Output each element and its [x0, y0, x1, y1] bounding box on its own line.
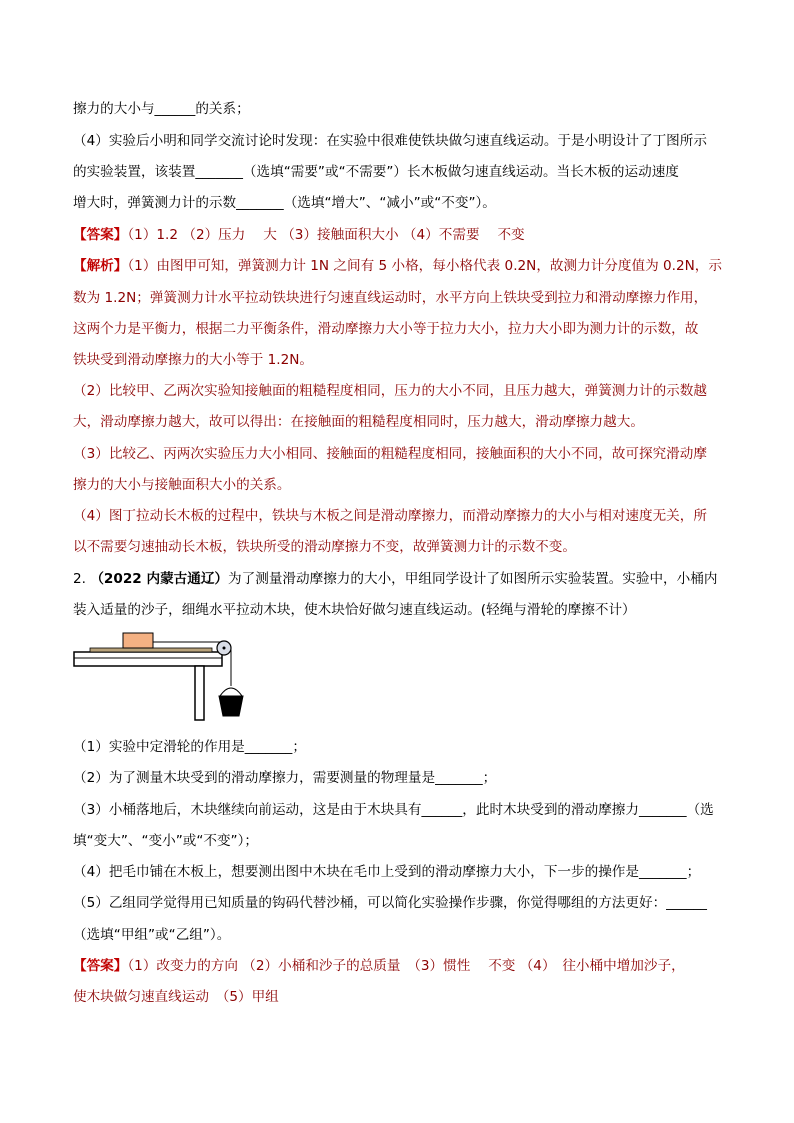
q1-cont-line-2: （4）实验后小明和同学交流讨论时发现：在实验中很难使铁块做匀速直线运动。于是小明设计了丁图所示	[73, 133, 707, 149]
q1-answer	[73, 226, 525, 244]
bucket-handle	[220, 688, 242, 696]
wooden-board	[90, 648, 212, 652]
q2-sub-5a: （5）乙组同学觉得用已知质量的钩码代替沙桶，可以简化实验操作步骤，你觉得哪组的方法更好：______	[73, 895, 707, 911]
q1-cont-line-1: 擦力的大小与______的关系；	[73, 101, 250, 117]
q2-sub-3b: 填“变大”、“变小”或“不变”）；	[73, 833, 258, 849]
q2-answer-text: （1）改变力的方向 （2）小桶和沙子的总质量 （3）惯性 不变 （4） 往小桶中增加沙子，	[127, 958, 685, 974]
wooden-block	[123, 633, 153, 648]
q1-analysis-line-8: 擦力的大小与接触面积大小的关系。	[73, 477, 291, 493]
table-leg	[195, 666, 204, 720]
q2-sub-3a: （3）小桶落地后，木块继续向前运动，这是由于木块具有______，此时木块受到的滑动摩擦力_______（选	[73, 802, 714, 818]
q1-cont-line-4: 增大时，弹簧测力计的示数_______（选填“增大”、“减小”或“不变”）。	[73, 195, 496, 211]
pulley-axle	[223, 647, 226, 650]
q1-analysis-line-9: （4）图丁拉动长木板的过程中，铁块与木板之间是滑动摩擦力，而滑动摩擦力的大小与相对速度无关，所	[73, 508, 707, 524]
q2-answer-label: 【答案】	[73, 958, 128, 974]
q1-analysis-line-5: （2）比较甲、乙两次实验知接触面的粗糙程度相同，压力的大小不同，且压力越大，弹簧测力计的示数越	[73, 383, 707, 399]
question-number: 2.	[73, 571, 86, 587]
analysis-text: （1）由图甲可知，弹簧测力计 1N 之间有 5 小格，每小格代表 0.2N，故测力计分度值为 0.2N，示	[127, 258, 722, 274]
q2-answer-line-2: 使木块做匀速直线运动 （5）甲组	[73, 989, 279, 1005]
q2-sub-2: （2）为了测量木块受到的滑动摩擦力，需要测量的物理量是_______；	[73, 770, 497, 786]
q2-stem-line-1	[73, 570, 717, 588]
q1-analysis-line-1	[73, 257, 722, 275]
q2-sub-1: （1）实验中定滑轮的作用是_______；	[73, 739, 306, 755]
answer-label: 【答案】	[73, 227, 128, 243]
pulley-apparatus-figure	[72, 630, 247, 722]
bucket	[219, 696, 243, 716]
analysis-label: 【解析】	[73, 258, 128, 274]
q2-stem-line-2: 装入适量的沙子，细绳水平拉动木块，使木块恰好做匀速直线运动。(轻绳与滑轮的摩擦不计）	[73, 602, 636, 618]
question-source: （2022 内蒙古通辽）	[90, 571, 229, 587]
q1-analysis-line-4: 铁块受到滑动摩擦力的大小等于 1.2N。	[73, 352, 314, 368]
q2-sub-4: （4）把毛巾铺在木板上，想要测出图中木块在毛巾上受到的滑动摩擦力大小，下一步的操作是_______；	[73, 864, 701, 880]
q1-analysis-line-3: 这两个力是平衡力，根据二力平衡条件，滑动摩擦力大小等于拉力大小，拉力大小即为测力计的示数，故	[73, 321, 699, 337]
q2-answer-line-1	[73, 957, 685, 975]
q1-analysis-line-2: 数为 1.2N；弹簧测力计水平拉动铁块进行匀速直线运动时，水平方向上铁块受到拉力和滑动摩擦力作用，	[73, 290, 708, 306]
table-top	[74, 652, 222, 666]
question-stem: 为了测量滑动摩擦力的大小，甲组同学设计了如图所示实验装置。实验中，小桶内	[228, 571, 718, 587]
answer-text: （1）1.2 （2）压力 大 （3）接触面积大小 （4）不需要 不变	[127, 227, 525, 243]
q2-sub-5b: （选填“甲组”或“乙组”）。	[73, 927, 231, 943]
q1-analysis-line-7: （3）比较乙、丙两次实验压力大小相同、接触面的粗糙程度相同，接触面积的大小不同，故可探究滑动摩	[73, 446, 707, 462]
q1-cont-line-3: 的实验装置，该装置_______（选填“需要”或“不需要”）长木板做匀速直线运动。当长木板的运动速度	[73, 164, 679, 180]
q1-analysis-line-10: 以不需要匀速抽动长木板，铁块所受的滑动摩擦力不变，故弹簧测力计的示数不变。	[73, 539, 576, 555]
q1-analysis-line-6: 大，滑动摩擦力越大，故可以得出：在接触面的粗糙程度相同时，压力越大，滑动摩擦力越大。	[73, 414, 644, 430]
